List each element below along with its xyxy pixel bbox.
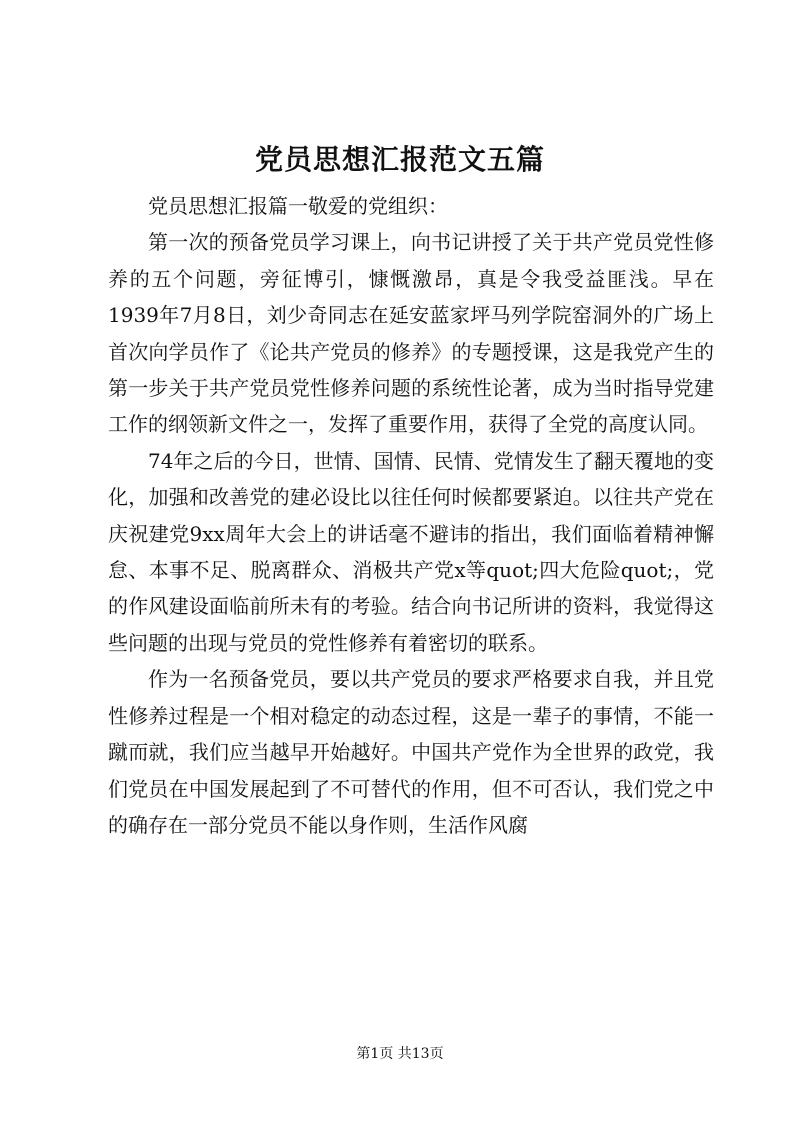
document-body — [108, 188, 714, 843]
paragraph-3: 作为一名预备党员，要以共产党员的要求严格要求自我，并且党性修养过程是一个相对稳定的动态过程，这是一辈子的事情，不能一蹴而就，我们应当越早开始越好。中国共产党作为全世界的政党，我们党员在中国发展起到了不可替代的作用，但不可否认，我们党之中的确存在一部分党员不能以身作则，生活作风腐 — [108, 667, 714, 837]
page-number-footer: 第1页 共13页 — [356, 1046, 444, 1062]
paragraph-salutation: 党员思想汇报篇一敬爱的党组织： — [148, 194, 448, 218]
document-title: 党员思想汇报范文五篇 — [254, 143, 545, 176]
paragraph-2: 74年之后的今日，世情、国情、民情、党情发生了翻天覆地的变化，加强和改善党的建必设比以往任何时候都要紧迫。以往共产党在庆祝建党9xx周年大会上的讲话毫不避讳的指出，我们面临着精神懈怠、本事不足、脱离群众、消极共产党x等quot;四大危险quot;，党的作风建设面临前所未有的考验。结合向书记所讲的资料，我觉得这些问题的出现与党员的党性修养有着密切的联系。 — [108, 448, 714, 655]
paragraph-1: 第一次的预备党员学习课上，向书记讲授了关于共产党员党性修养的五个问题，旁征博引，慷慨激昂，真是令我受益匪浅。早在1939年7月8日，刘少奇同志在延安蓝家坪马列学院窑洞外的广场上首次向学员作了《论共产党员的修养》的专题授课，这是我党产生的第一步关于共产党员党性修养问题的系统性论著，成为当时指导党建工作的纲领新文件之一，发挥了重要作用，获得了全党的高度认同。 — [108, 230, 714, 437]
